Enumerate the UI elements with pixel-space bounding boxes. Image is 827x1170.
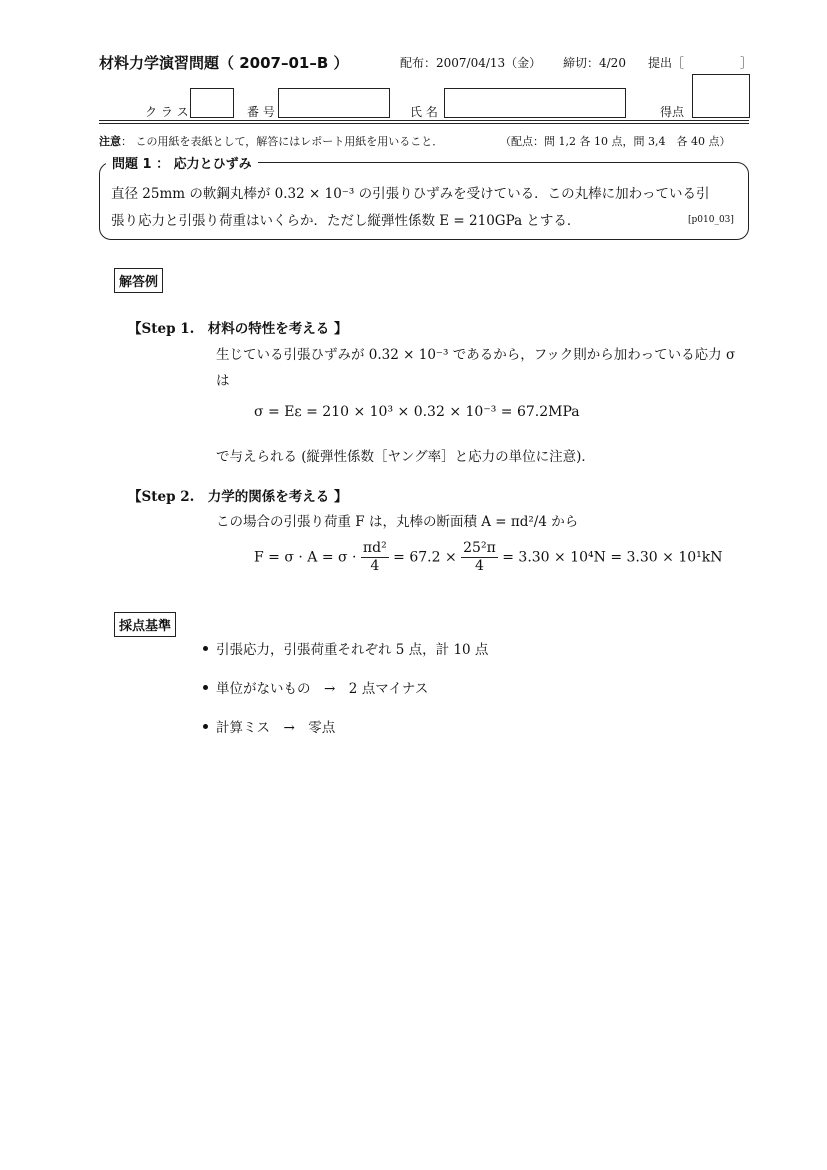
step1-note: で与えられる (縦弾性係数［ヤング率］と応力の単位に注意)． — [216, 449, 595, 465]
class-label: ク ラ ス — [145, 105, 189, 119]
step1-line1: 生じている引張ひずみが 0.32 × 10⁻³ であるから，フック則から加わっている応力 σ — [216, 347, 736, 363]
step2-fraction-2 — [461, 540, 498, 575]
class-field[interactable] — [190, 88, 234, 118]
number-label: 番 号 — [247, 105, 275, 119]
fraction-2-numerator: 25²π — [463, 540, 496, 556]
name-label: 氏 名 — [410, 105, 438, 119]
submit-bracket: ］ — [740, 56, 753, 70]
score-field[interactable] — [692, 74, 750, 118]
notice-text: ： この用紙を表紙として，解答にはレポート用紙を用いること． — [121, 135, 444, 148]
step2-line1: この場合の引張り荷重 F は，丸棒の断面積 A = πd²/4 から — [216, 514, 579, 530]
header-rule — [99, 120, 749, 121]
header-rule-2 — [99, 123, 749, 124]
notice-label: 注意 — [99, 135, 121, 148]
step2-eq-mid: = 67.2 × — [393, 549, 457, 566]
name-field[interactable] — [444, 88, 626, 118]
grading-section-label: 採点基準 — [114, 612, 176, 637]
problem-text-line2: 張り応力と引張り荷重はいくらか．ただし縦弾性係数 E = 210GPa とする． — [111, 213, 581, 229]
score-label: 得点 — [660, 105, 685, 119]
notice-points: （配点：問 1,2 各 10 点，問 3,4 各 40 点） — [500, 135, 731, 148]
distribution-date: 配布：2007/04/13（金） — [400, 56, 542, 70]
grading-item-3: 計算ミス → 零点 — [216, 720, 336, 736]
problem-tag: [p010_03] — [688, 215, 734, 225]
fraction-1-numerator: πd² — [362, 540, 387, 556]
step1-equation: σ = Eε = 210 × 10³ × 0.32 × 10⁻³ = 67.2MPa — [254, 404, 580, 420]
step2-fraction-1 — [361, 540, 389, 575]
step2-equation — [254, 540, 723, 575]
fraction-1-denominator: 4 — [370, 557, 380, 574]
exercise-title: 材料力学演習問題（ 2007–01–B ） — [99, 54, 349, 72]
bullet-dot — [203, 724, 208, 729]
number-field[interactable] — [278, 88, 390, 118]
bullet-dot — [203, 685, 208, 690]
step2-eq-rhs: = 3.30 × 10⁴N = 3.30 × 10¹kN — [502, 549, 723, 566]
deadline: 締切：4/20 — [563, 56, 626, 70]
fraction-2-denominator: 4 — [475, 557, 484, 574]
step2-eq-lhs: F = σ · A = σ · — [254, 549, 357, 566]
bullet-dot — [203, 646, 208, 651]
answer-section-label: 解答例 — [114, 268, 163, 293]
step1-heading: 【Step 1. 材料の特性を考える 】 — [128, 321, 348, 337]
submit-label: 提出［ — [648, 56, 685, 70]
problem-text-line1: 直径 25mm の軟鋼丸棒が 0.32 × 10⁻³ の引張りひずみを受けている．この丸棒に加わっている引 — [111, 186, 710, 202]
step1-line2: は — [216, 373, 230, 389]
notice — [99, 133, 443, 149]
step2-heading: 【Step 2. 力学的関係を考える 】 — [128, 489, 348, 505]
problem-heading: 問題 1 ： 応力とひずみ — [106, 153, 258, 172]
grading-item-1: 引張応力，引張荷重それぞれ 5 点，計 10 点 — [216, 642, 489, 658]
grading-item-2: 単位がないもの → 2 点マイナス — [216, 681, 429, 697]
